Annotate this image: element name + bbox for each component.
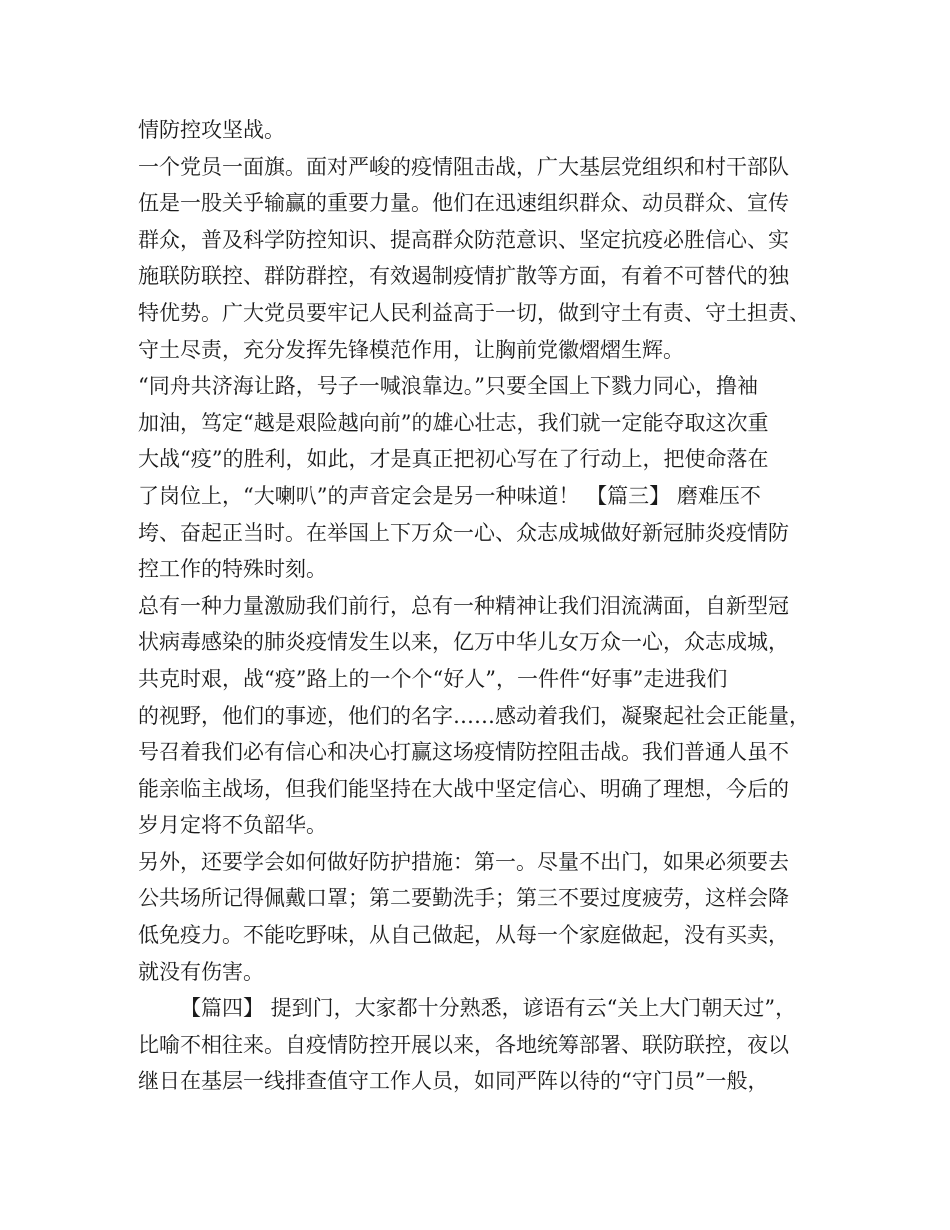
text-line: 低免疫力。不能吃野味，从自己做起，从每一个家庭做起，没有买卖，	[138, 923, 789, 948]
text-line: 特优势。广大党员要牢记人民利益高于一切，做到守土有责、守土担责、	[138, 300, 810, 325]
text-line: 了岗位上，“大喇叭”的声音定会是另一种味道！ 【篇三】 磨难压不	[138, 483, 761, 508]
text-line: 岁月定将不负韶华。	[138, 813, 327, 838]
text-line: 继日在基层一线排查值守工作人员，如同严阵以待的“守门员”一般，	[138, 1069, 769, 1094]
text-line: 号召着我们必有信心和决心打赢这场疫情防控阻击战。我们普通人虽不	[138, 740, 789, 765]
document-body	[138, 112, 838, 1100]
text-line: 总有一种力量激励我们前行，总有一种精神让我们泪流满面，自新型冠	[138, 593, 789, 618]
text-line: 垮、奋起正当时。在举国上下万众一心、众志成城做好新冠肺炎疫情防	[138, 520, 789, 545]
text-line: 加油，笃定“越是艰险越向前”的雄心壮志，我们就一定能夺取这次重	[138, 410, 769, 435]
text-line: 一个党员一面旗。面对严峻的疫情阻击战，广大基层党组织和村干部队	[138, 154, 789, 179]
text-line: 控工作的特殊时刻。	[138, 557, 327, 582]
text-line: 【篇四】 提到门，大家都十分熟悉，谚语有云“关上大门朝天过”，	[180, 996, 797, 1021]
text-line: 守土尽责，充分发挥先锋模范作用，让胸前党徽熠熠生辉。	[138, 337, 684, 362]
text-line: 群众，普及科学防控知识、提高群众防范意识、坚定抗疫必胜信心、实	[138, 227, 789, 252]
text-line: 比喻不相往来。自疫情防控开展以来，各地统筹部署、联防联控，夜以	[138, 1032, 789, 1057]
text-line: 的视野，他们的事迹，他们的名字……感动着我们，凝聚起社会正能量，	[138, 703, 810, 728]
text-line: 就没有伤害。	[138, 959, 264, 984]
text-line: 公共场所记得佩戴口罩；第二要勤洗手；第三不要过度疲劳，这样会降	[138, 886, 789, 911]
text-line: 能亲临主战场，但我们能坚持在大战中坚定信心、明确了理想，今后的	[138, 776, 789, 801]
text-line: 大战“疫”的胜利，如此，才是真正把初心写在了行动上，把使命落在	[138, 447, 769, 472]
text-line: 施联防联控、群防群控，有效遏制疫情扩散等方面，有着不可替代的独	[138, 264, 789, 289]
text-line: 另外，还要学会如何做好防护措施：第一。尽量不出门，如果必须要去	[138, 849, 789, 874]
text-line: 共克时艰，战“疫”路上的一个个“好人”，一件件“好事”走进我们	[138, 666, 728, 691]
text-line: 情防控攻坚战。	[138, 118, 285, 142]
text-line: “同舟共济海让路，号子一喊浪靠边。”只要全国上下戮力同心，撸袖	[138, 374, 758, 399]
text-line: 伍是一股关乎输赢的重要力量。他们在迅速组织群众、动员群众、宣传	[138, 191, 789, 216]
text-line: 状病毒感染的肺炎疫情发生以来，亿万中华儿女万众一心，众志成城，	[138, 630, 789, 655]
